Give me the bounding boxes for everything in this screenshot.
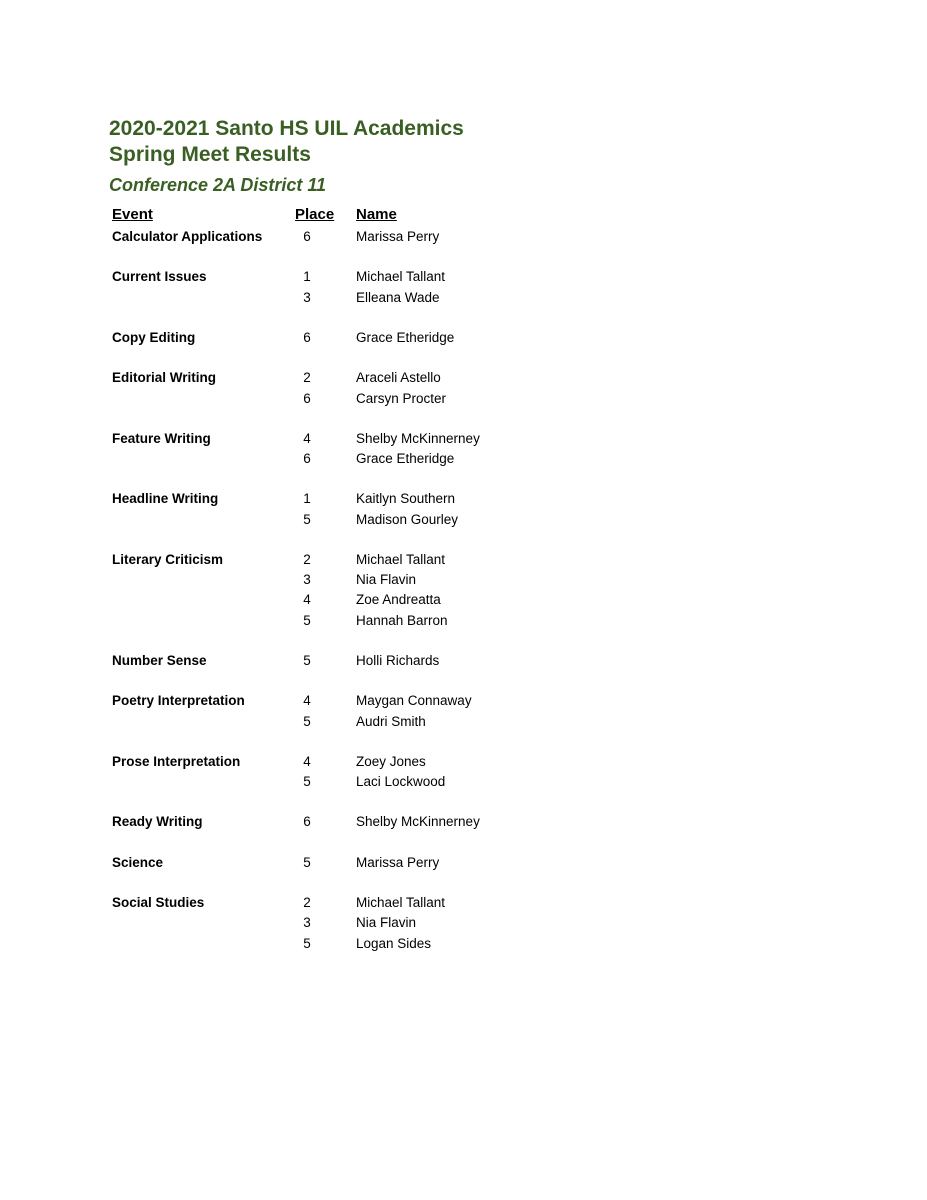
student-name: Carsyn Procter xyxy=(356,390,447,406)
place-value: 6 xyxy=(303,329,311,345)
table-header xyxy=(0,205,927,225)
place-value: 3 xyxy=(303,915,311,931)
group-spacer xyxy=(0,792,927,812)
event-name: Poetry Interpretation xyxy=(112,693,245,709)
student-name: Hannah Barron xyxy=(356,612,448,628)
group-spacer xyxy=(0,409,927,429)
student-name: Michael Tallant xyxy=(356,269,446,285)
table-row xyxy=(0,510,927,530)
place-value: 4 xyxy=(303,430,311,446)
student-name: Shelby McKinnerney xyxy=(356,814,480,830)
event-name: Copy Editing xyxy=(112,329,196,345)
student-name: Michael Tallant xyxy=(356,552,446,567)
table-row xyxy=(0,772,927,792)
place-value: 5 xyxy=(303,774,311,790)
title-line-1: 2020-2021 Santo HS UIL Academics xyxy=(109,117,464,140)
student-name: Maygan Connaway xyxy=(356,693,472,709)
event-name: Ready Writing xyxy=(112,814,203,830)
place-value: 6 xyxy=(303,814,311,830)
conference-subtitle: Conference 2A District 11 xyxy=(109,175,327,195)
event-name: Social Studies xyxy=(112,895,205,911)
event-name: Science xyxy=(112,854,164,870)
event-name: Editorial Writing xyxy=(112,370,216,386)
table-row xyxy=(0,267,927,287)
student-name: Nia Flavin xyxy=(356,572,417,588)
place-value: 5 xyxy=(303,713,311,729)
place-value: 6 xyxy=(303,451,311,467)
student-name: Audri Smith xyxy=(356,713,426,729)
group-spacer xyxy=(0,631,927,651)
student-name: Elleana Wade xyxy=(356,289,440,305)
event-name: Calculator Applications xyxy=(112,229,263,244)
document-title xyxy=(109,116,464,168)
place-value: 6 xyxy=(303,390,311,406)
table-row xyxy=(0,288,927,308)
place-value: 5 xyxy=(303,652,311,668)
place-value: 3 xyxy=(303,289,311,305)
place-value: 2 xyxy=(303,552,311,567)
table-row xyxy=(0,429,927,449)
table-row xyxy=(0,812,927,832)
student-name: Marissa Perry xyxy=(356,229,440,244)
table-row xyxy=(0,691,927,711)
table-row xyxy=(0,368,927,388)
place-value: 2 xyxy=(303,895,311,911)
student-name: Kaitlyn Southern xyxy=(356,491,456,507)
student-name: Holli Richards xyxy=(356,652,440,668)
event-name: Feature Writing xyxy=(112,430,211,446)
table-row xyxy=(0,611,927,631)
table-row xyxy=(0,590,927,610)
table-row xyxy=(0,651,927,671)
student-name: Grace Etheridge xyxy=(356,329,455,345)
results-table xyxy=(0,227,927,954)
student-name: Zoe Andreatta xyxy=(356,592,441,608)
student-name: Michael Tallant xyxy=(356,895,446,911)
event-name: Number Sense xyxy=(112,652,207,668)
student-name: Shelby McKinnerney xyxy=(356,430,480,446)
table-row xyxy=(0,489,927,509)
table-row xyxy=(0,389,927,409)
place-value: 5 xyxy=(303,612,311,628)
student-name: Madison Gourley xyxy=(356,511,459,527)
student-name: Marissa Perry xyxy=(356,854,440,870)
header-place: Place xyxy=(295,206,335,223)
group-spacer xyxy=(0,530,927,550)
student-name: Zoey Jones xyxy=(356,753,426,769)
place-value: 1 xyxy=(303,491,311,507)
student-name: Laci Lockwood xyxy=(356,774,446,790)
place-value: 5 xyxy=(303,854,311,870)
place-value: 5 xyxy=(303,935,311,951)
place-value: 2 xyxy=(303,370,311,386)
group-spacer xyxy=(0,348,927,368)
event-name: Literary Criticism xyxy=(112,552,224,567)
place-value: 4 xyxy=(303,693,311,709)
student-name: Logan Sides xyxy=(356,935,432,951)
table-row xyxy=(0,893,927,913)
group-spacer xyxy=(0,833,927,853)
table-row xyxy=(0,550,927,570)
table-row xyxy=(0,712,927,732)
student-name: Grace Etheridge xyxy=(356,451,455,467)
place-value: 1 xyxy=(303,269,311,285)
table-row xyxy=(0,570,927,590)
place-value: 4 xyxy=(303,753,311,769)
place-value: 5 xyxy=(303,511,311,527)
title-line-2: Spring Meet Results xyxy=(109,143,311,166)
table-row xyxy=(0,328,927,348)
table-row xyxy=(0,934,927,954)
table-row xyxy=(0,449,927,469)
header-name: Name xyxy=(356,206,397,223)
group-spacer xyxy=(0,469,927,489)
table-row xyxy=(0,752,927,772)
event-name: Prose Interpretation xyxy=(112,753,241,769)
table-row xyxy=(0,227,927,247)
event-name: Current Issues xyxy=(112,269,207,285)
place-value: 4 xyxy=(303,592,311,608)
place-value: 3 xyxy=(303,572,311,588)
student-name: Nia Flavin xyxy=(356,915,417,931)
group-spacer xyxy=(0,671,927,691)
group-spacer xyxy=(0,873,927,893)
table-row xyxy=(0,913,927,933)
group-spacer xyxy=(0,732,927,752)
place-value: 6 xyxy=(303,229,311,244)
group-spacer xyxy=(0,247,927,267)
group-spacer xyxy=(0,308,927,328)
student-name: Araceli Astello xyxy=(356,370,441,386)
event-name: Headline Writing xyxy=(112,491,219,507)
table-row xyxy=(0,853,927,873)
header-event: Event xyxy=(112,206,153,223)
